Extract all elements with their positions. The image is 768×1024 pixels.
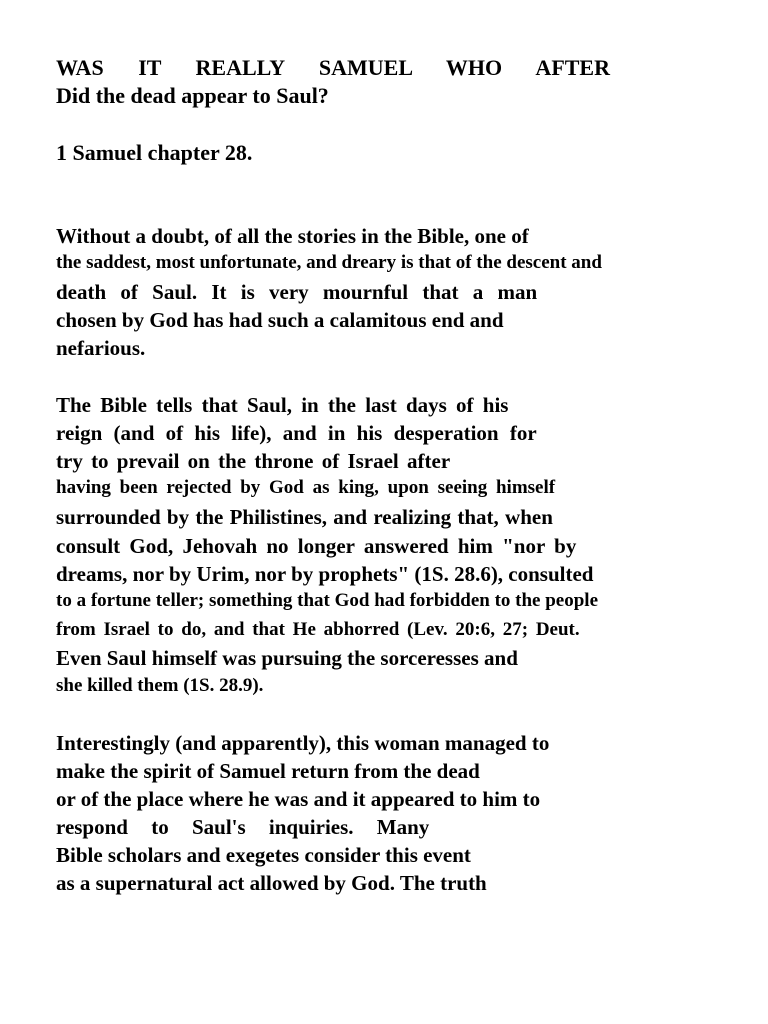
paragraph-line: the saddest, most unfortunate, and dreary is that of the descent and [56,252,602,273]
document-title: WAS IT REALLY SAMUEL WHO AFTER [56,55,610,80]
paragraph-line: as a supernatural act allowed by God. The truth [56,871,487,895]
paragraph-line: dreams, nor by Urim, nor by prophets" (1S. 28.6), consulted [56,562,594,586]
paragraph-line: nefarious. [56,336,146,360]
paragraph-line: having been rejected by God as king, upon seeing himself [56,477,556,498]
paragraph-line: Interestingly (and apparently), this woman managed to [56,731,550,755]
paragraph-line: reign (and of his life), and in his desperation for [56,421,537,445]
paragraph-line: try to prevail on the throne of Israel after [56,449,451,473]
paragraph-line: from Israel to do, and that He abhorred (Lev. 20:6, 27; Deut. [56,619,580,640]
paragraph-line: death of Saul. It is very mournful that a man [56,280,538,304]
paragraph-line: consult God, Jehovah no longer answered him "nor by [56,534,577,558]
paragraph-line: make the spirit of Samuel return from the dead [56,759,480,783]
paragraph-line: or of the place where he was and it appeared to him to [56,787,541,811]
document-subtitle: Did the dead appear to Saul? [56,83,329,108]
paragraph-line: Without a doubt, of all the stories in the Bible, one of [56,224,529,248]
paragraph-line: respond to Saul's inquiries. Many [56,815,430,839]
paragraph-line: chosen by God has had such a calamitous end and [56,308,504,332]
paragraph-line: to a fortune teller; something that God had forbidden to the people [56,590,599,611]
paragraph-line: surrounded by the Philistines, and realizing that, when [56,505,553,529]
paragraph-line: she killed them (1S. 28.9). [56,675,264,696]
paragraph-line: Bible scholars and exegetes consider this event [56,843,471,867]
paragraph-line: The Bible tells that Saul, in the last days of his [56,393,509,417]
paragraph-line: Even Saul himself was pursuing the sorceresses and [56,646,518,670]
chapter-reference: 1 Samuel chapter 28. [56,140,253,165]
